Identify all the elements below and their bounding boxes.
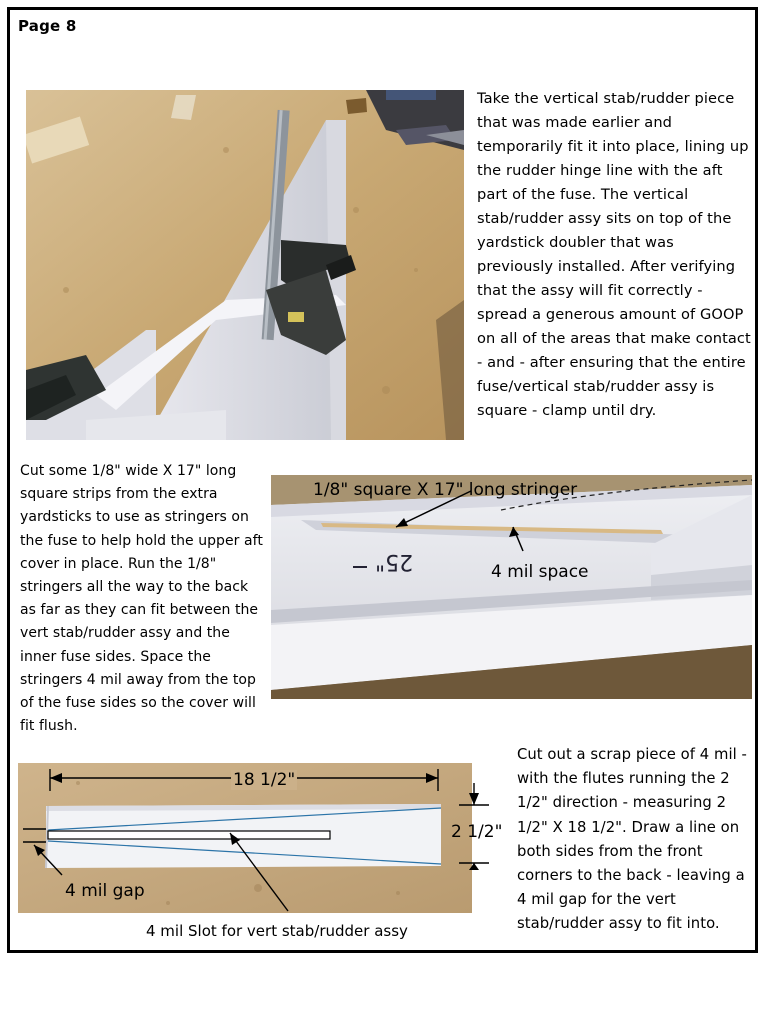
page-number: Page 8 <box>18 17 77 35</box>
instruction-paragraph-3: Cut out a scrap piece of 4 mil - with the flutes running the 2 1/2" direction - measuring 2 1/2" X 18 1/2". Draw a line on both sides from the front corners to the back - leaving a 4 mil gap for the vert stab/rudder assy to fit into. <box>517 746 747 933</box>
instruction-paragraph-2: Cut some 1/8" wide X 17" long square strips from the extra yardsticks to use as stringers on the fuse to help hold the upper aft cover in place. Run the 1/8" stringers all the way to the back as far as they can fit between the vert stab/rudder assy and the inner fuse sides. Space the stringers 4 mil away from the top of the fuse sides so the cover will fit flush. <box>20 463 263 735</box>
length-label: 18 1/2" <box>233 770 296 790</box>
photo-vertical-stab-clamped <box>26 90 464 440</box>
instruction-paragraph-1: Take the vertical stab/rudder piece that was made earlier and temporarily fit it into place, lining up the rudder hinge line with the aft part of the fuse. The vertical stab/rudder assy sits on top of the yardstick doubler that was previously installed. After verifying that the assy will fit correctly - spread a generous amount of GOOP on all of the areas that make contact - and - after ensuring that the entire fuse/vertical stab/rudder assy is square - clamp until dry. <box>477 90 751 419</box>
photo-stringer-installed <box>271 475 752 699</box>
space-label: 4 mil space <box>491 562 589 582</box>
stringer-label: 1/8" square X 17" long stringer <box>313 480 578 500</box>
marking-text: 25" <box>375 549 414 574</box>
photo-scrap-piece <box>18 763 472 913</box>
slot-label: 4 mil Slot for vert stab/rudder assy <box>146 922 408 940</box>
width-label: 2 1/2" <box>451 822 503 842</box>
gap-label: 4 mil gap <box>65 881 145 901</box>
